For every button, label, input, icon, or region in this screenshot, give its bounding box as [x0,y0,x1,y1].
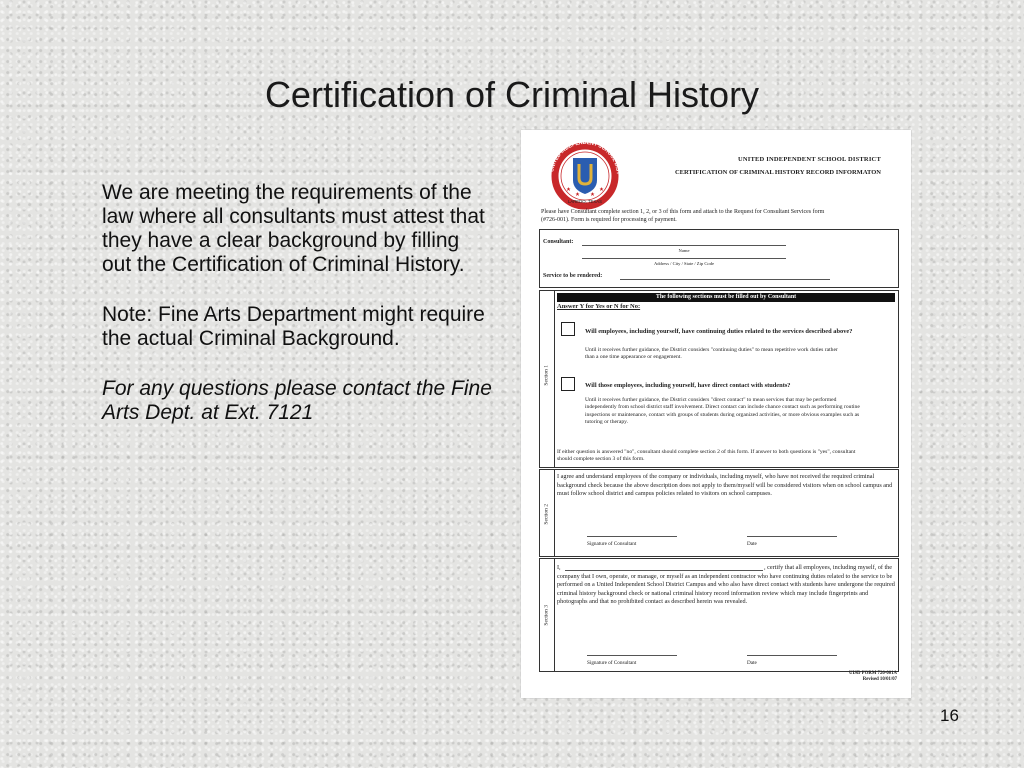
question-2: Will those employees, including yourself, have direct contact with students? [585,382,791,389]
form-number: UISD FORM 726-001A [849,671,897,676]
section-2-signature-line [587,536,677,537]
seal-city-text: LAREDO, TEXAS [567,199,603,204]
section-2-date-label: Date [747,541,757,547]
requirements-paragraph: We are meeting the requirements of the law where all consultants must attest that they have a clear background by filling out the Certification of Criminal History. [102,181,485,276]
question-1: Will employees, including yourself, have continuing duties related to the services described above? [585,328,853,335]
consultant-label: Consultant: [543,239,574,245]
section-2-side [540,470,555,556]
form-revision: Revised 10/01/07 [862,677,897,683]
form-title: CERTIFICATION OF CRIMINAL HISTORY RECORD INFORMATON [674,169,881,176]
section-3-signature-line [587,655,677,656]
form-footer [791,671,897,684]
section-1-side [540,291,555,467]
section-2-text: I agree and understand employees of the company or individuals, including myself, who have not received the required criminal background check because the above description does not apply to them/myself will be considered visitors when on school campus and must follow school district and campus policies related to visitors on school campuses. [557,473,893,498]
section-3-date-line [747,655,837,656]
district-seal-logo [545,136,625,216]
slide-text-block [102,181,492,451]
section-3-label: Section 3 [543,604,550,626]
consultant-info-box [539,229,899,288]
slide-title: Certification of Criminal History [264,74,760,115]
service-line [620,279,830,280]
consultant-address-line [582,258,786,259]
section-1-header: The following sections must be filled out by Consultant [557,293,895,302]
question-1-checkbox [561,322,575,336]
note-paragraph: Note: Fine Arts Department might require the actual Criminal Background. [102,303,485,350]
address-caption: Address / City / State / Zip Code [653,261,715,266]
section-3-signature-label: Signature of Consultant [587,660,637,666]
consultant-name-line [582,245,786,246]
criminal-history-form-image [521,130,911,698]
contact-paragraph: For any questions please contact the Fine Arts Dept. at Ext. 7121 [102,377,492,424]
section-1-label: Section 1 [543,364,550,386]
section-2-body [557,470,895,556]
form-section-3 [539,558,899,672]
form-instructions: Please have Consultant complete section 1, 2, or 3 of this form and attach to the Request for Consultant Services form (#726-001). Form is required for processing of payment. [541,209,825,223]
form-section-1 [539,290,899,468]
section-2-label: Section 2 [543,503,550,525]
section-1-closing: If either question is answered "no", consultant should complete section 2 of this form. If answer to both questions is "yes", consultant should complete section 3 of this form. [557,449,856,463]
question-1-note: Until it receives further guidance, the District considers "continuing duties" to mean repetitive work duties rather than a one time appearance or engagement. [585,347,838,361]
section-3-side [540,559,555,671]
answer-instruction: Answer Y for Yes or N for No: [557,303,641,310]
seal-arc-text: UNITED INDEPENDENT SCHOOL DIST [549,139,621,175]
section-3-body [557,559,895,671]
form-section-2 [539,469,899,557]
question-2-checkbox [561,377,575,391]
service-label: Service to be rendered: [543,273,603,279]
section-2-date-line [747,536,837,537]
question-2-note: Until it receives further guidance, the District considers "direct contact" to mean services that may be performed independently from school district staff involvement. Direct contact can include chance contact such as performing routine inspections or maintenance, contact with groups of students during organized activities, or more obvious examples such as tutoring or therapy. [585,397,860,426]
section-3-date-label: Date [747,660,757,666]
section-3-text: , certify that all employees, including myself, of the company that I own, operate, or manage, or myself as an independent contractor who have continuing duties related to the service to be performed on a United Independent School District Campus and who also have direct contact with students have undergone the required criminal history background check or national criminal history record information review which may include fingerprints and photographs and that no prohibited contact as described herein was revealed. [557,564,895,606]
section-2-signature-label: Signature of Consultant [587,541,637,547]
slide-number: 16 [940,706,959,725]
section-3-text-start: I, [557,564,561,571]
form-org-name: UNITED INDEPENDENT SCHOOL DISTRICT [737,156,881,163]
section-1-body [557,291,895,467]
name-caption: Name [678,248,690,253]
